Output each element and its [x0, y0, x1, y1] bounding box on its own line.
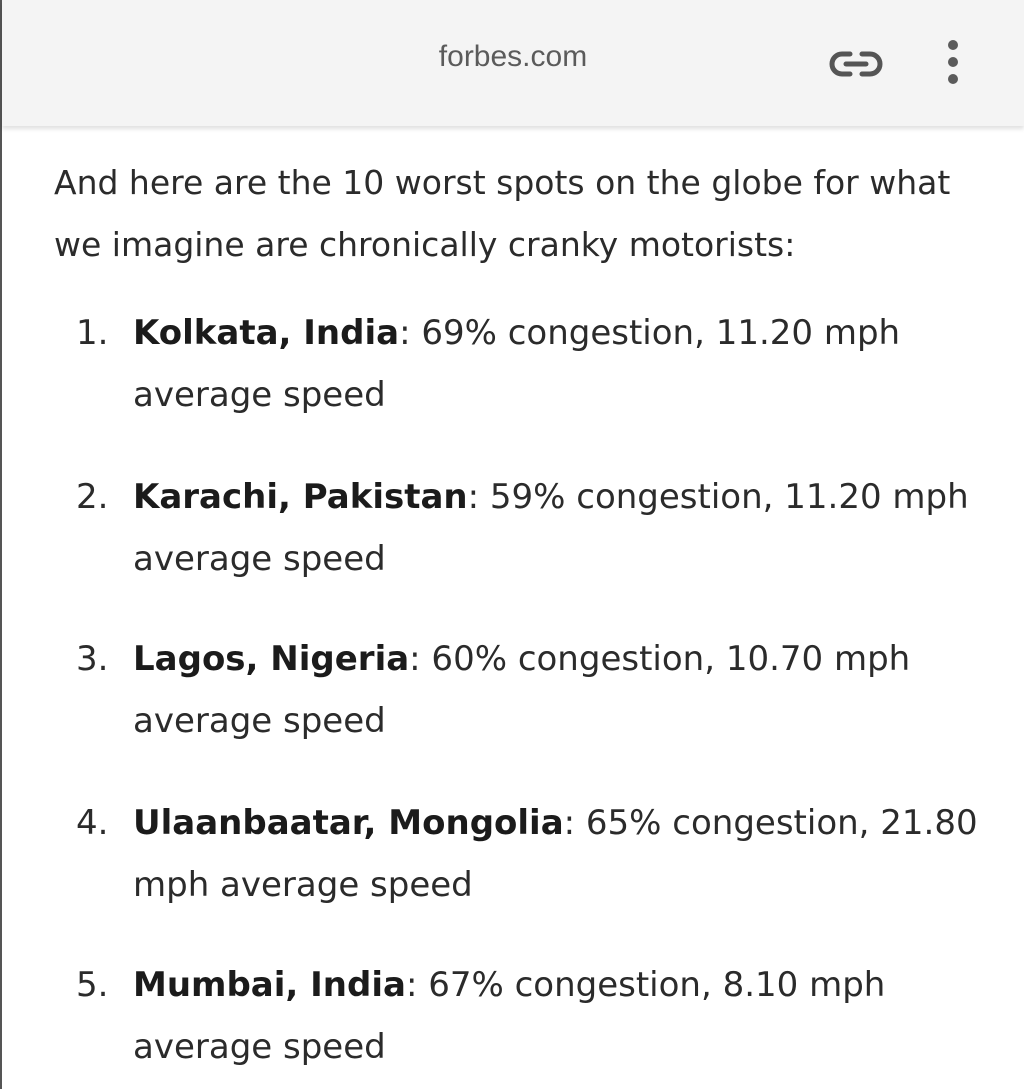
list-item-text — [133, 792, 993, 916]
city-details: : 65% congestion, 21.80 mph average speed — [133, 803, 978, 905]
list-item-text — [133, 954, 993, 1078]
list-item-text — [133, 302, 993, 426]
city-details: : 60% congestion, 10.70 mph average speed — [133, 639, 911, 741]
city-name: Lagos, Nigeria — [133, 639, 410, 679]
link-icon[interactable] — [828, 44, 884, 84]
list-item-text — [133, 466, 993, 590]
more-vert-icon[interactable] — [936, 38, 970, 86]
list-number: 4. — [76, 803, 109, 843]
city-name: Karachi, Pakistan — [133, 477, 468, 517]
browser-top-bar — [2, 0, 1024, 126]
city-name: Mumbai, India — [133, 965, 406, 1005]
list-number: 5. — [76, 965, 109, 1005]
city-details: : 67% congestion, 8.10 mph average speed — [133, 965, 886, 1067]
city-name: Ulaanbaatar, Mongolia — [133, 803, 564, 843]
list-number: 3. — [76, 639, 109, 679]
city-name: Kolkata, India — [133, 313, 400, 353]
intro-paragraph: And here are the 10 worst spots on the globe for what we imagine are chronically cranky motorists: — [54, 163, 951, 264]
list-number: 2. — [76, 477, 109, 517]
list-number: 1. — [76, 313, 109, 353]
window-edge — [0, 0, 2, 1089]
url-domain[interactable]: forbes.com — [438, 40, 588, 73]
list-item-text — [133, 628, 993, 752]
city-details: : 69% congestion, 11.20 mph average speed — [133, 313, 901, 415]
city-details: : 59% congestion, 11.20 mph average speed — [133, 477, 969, 579]
